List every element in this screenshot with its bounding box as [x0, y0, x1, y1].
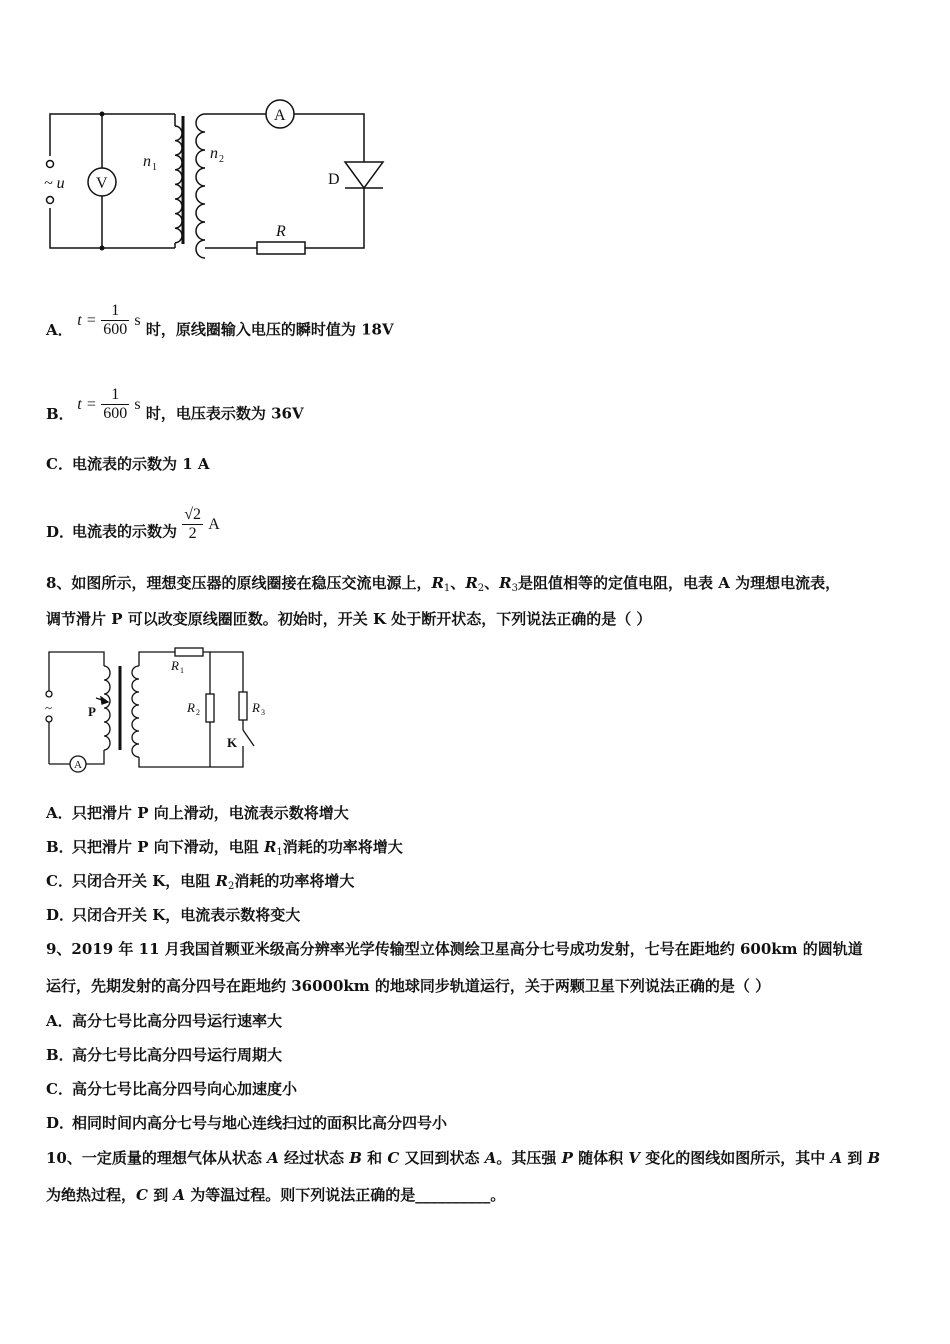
n2-label: n	[210, 145, 218, 162]
ammeter-label: A	[274, 107, 286, 124]
r2-label: R	[187, 700, 195, 715]
r2-sub: 2	[196, 708, 200, 717]
q8-option-c: C．只闭合开关 K，电阻 $R_2$消耗的功率将增大	[46, 872, 355, 892]
fraction: $\frac{1}{600}$	[103, 302, 128, 338]
source-label: ~	[45, 700, 53, 715]
answer-blank[interactable]: __________	[415, 1186, 491, 1204]
q7-option-b: B． t = $\frac{1}{600}$ s 时，电压表示数为 36V	[46, 386, 304, 423]
voltmeter-label: V	[96, 175, 108, 192]
n1-sub: 1	[152, 162, 157, 173]
r1-sub: 1	[180, 666, 184, 675]
q7-option-a: A． t = $\frac{1}{600}$ s 时，原线圈输入电压的瞬时值为 18V	[46, 302, 394, 339]
ammeter-label: A	[74, 759, 82, 771]
resistor-label: R	[276, 223, 286, 240]
q8-stem-line1: 8、如图所示，理想变压器的原线圈接在稳压交流电源上，$R_1$、$R_2$、$R_3$是阻值相等的定值电阻，电表 A 为理想电流表，	[46, 574, 841, 594]
q7-option-c: C．电流表的示数为 1 A	[46, 455, 210, 473]
q8-option-b: B．只把滑片 P 向下滑动，电阻 $R_1$消耗的功率将增大	[46, 838, 403, 858]
fraction: $\frac{1}{600}$	[103, 386, 128, 422]
q9-option-d: D．相同时间内高分七号与地心连线扫过的面积比高分四号小	[46, 1114, 448, 1132]
transformer-slider-circuit	[44, 646, 278, 776]
q10-stem-line1: 10、一定质量的理想气体从状态 A 经过状态 B 和 C 又回到状态 A。其压强 P 随体积 V 变化的图线如图所示，其中 A 到 B	[46, 1149, 881, 1167]
switch-label: K	[227, 735, 238, 750]
transformer-diode-circuit	[40, 96, 400, 266]
n1-label: n	[143, 153, 151, 170]
source-label: ~ u	[44, 175, 65, 192]
q9-option-a: A．高分七号比高分四号运行速率大	[46, 1012, 283, 1030]
q9-option-b: B．高分七号比高分四号运行周期大	[46, 1046, 283, 1064]
q8-option-d: D．只闭合开关 K，电流表示数将变大	[46, 906, 301, 924]
q9-stem-line1: 9、2019 年 11 月我国首颗亚米级高分辨率光学传输型立体测绘卫星高分七号成功发射，七号在距地约 600km 的圆轨道	[46, 940, 863, 958]
q8-stem-line2: 调节滑片 P 可以改变原线圈匝数。初始时，开关 K 处于断开状态，下列说法正确的是（ ）	[46, 610, 652, 628]
n2-sub: 2	[219, 154, 224, 165]
r3-sub: 3	[261, 708, 265, 717]
r1-label: R	[171, 658, 179, 673]
slider-label: P	[88, 704, 96, 719]
diode-label: D	[328, 171, 340, 188]
q10-stem-line2: 为绝热过程，C 到 A 为等温过程。则下列说法正确的是__________。	[46, 1186, 506, 1204]
q9-stem-line2: 运行，先期发射的高分四号在距地约 36000km 的地球同步轨道运行，关于两颗卫星下列说法正确的是（ ）	[46, 977, 771, 995]
r3-label: R	[252, 700, 260, 715]
fraction: $\frac{√2}{2}$	[184, 506, 202, 542]
q7-option-d: D．电流表的示数为 $\frac{√2}{2}$ A	[46, 506, 220, 542]
q8-option-a: A．只把滑片 P 向上滑动，电流表示数将增大	[46, 804, 349, 822]
q9-option-c: C．高分七号比高分四号向心加速度小	[46, 1080, 298, 1098]
